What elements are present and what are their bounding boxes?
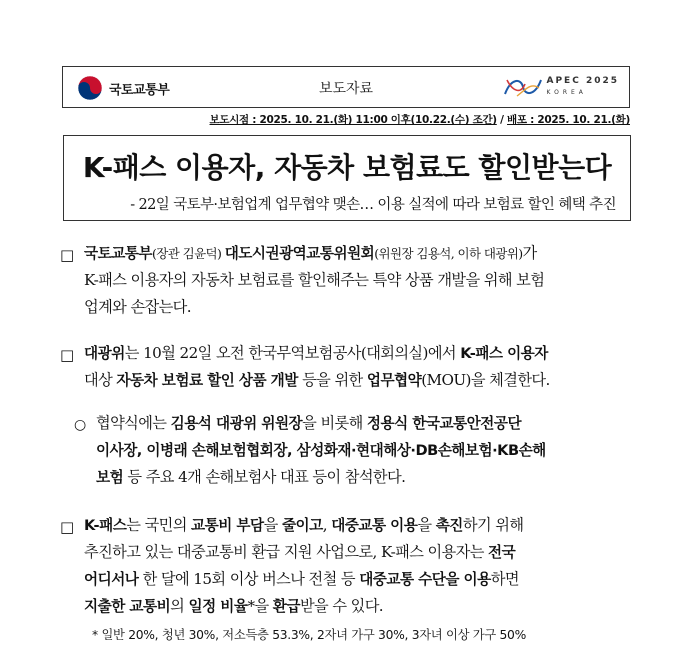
p4-line-1	[84, 512, 523, 539]
p1-committee: 대도시권광역교통위원회	[224, 245, 375, 262]
p2-product: 자동차 보험료 할인 상품 개발	[116, 372, 298, 389]
p2-text-2: 대상	[84, 371, 117, 389]
p3-text-2: 을 비롯해	[302, 414, 367, 432]
p1-marker: □	[60, 246, 75, 264]
p4-anywhere: 어디서나	[84, 571, 139, 588]
p3-attendees: 이사장, 이병래 손해보험협회장, 삼성화재·현대해상·DB손해보험·KB손해	[96, 442, 546, 459]
p2-line-2	[84, 367, 550, 394]
p4-t4: 을	[417, 516, 436, 534]
p4-t3: ,	[322, 516, 332, 534]
p3-line-1	[96, 410, 546, 437]
p2-text-1: 는 10월 22일 오전 한국무역보험공사(대회의실)에서	[124, 344, 461, 362]
p3-line-2	[96, 437, 546, 464]
title-box	[63, 135, 631, 221]
paragraph-3	[96, 410, 546, 491]
p3-text-3: 등 주요 4개 손해보험사 대표 등이 참석한다.	[123, 468, 406, 486]
p2-text-3: 등을 위한	[297, 371, 367, 389]
p4-t8: 하면	[490, 570, 519, 588]
p4-spent: 지출한 교통비	[84, 598, 171, 615]
paragraph-2	[84, 340, 550, 394]
p4-t11: 받을 수 있다.	[299, 597, 384, 615]
p4-t1: 는 국민의	[126, 516, 192, 534]
p3-kotsa: 정용식 한국교통안전공단	[366, 415, 522, 432]
page-title: K-패스 이용자, 자동차 보험료도 할인받는다	[82, 151, 612, 184]
p4-line-4	[84, 593, 523, 620]
p4-t5: 하기 위해	[462, 516, 524, 534]
apec-logo	[503, 74, 620, 100]
paragraph-4	[84, 512, 523, 620]
p3-marker: ○	[74, 417, 87, 433]
p1-line-3: 업계와 손잡는다.	[84, 298, 191, 316]
p4-nationwide: 전국	[488, 544, 516, 561]
p4-kpass: K-패스	[84, 517, 127, 534]
p2-text-4: (MOU)을 체결한다.	[421, 371, 550, 389]
p4-marker: □	[60, 518, 75, 536]
apec-title: APEC 2025	[546, 76, 619, 86]
p3-line-3	[96, 464, 546, 491]
p4-t10: *을	[247, 597, 273, 615]
ministry-name: 국토교통부	[109, 82, 170, 98]
p4-reduce: 줄이고	[281, 517, 323, 534]
p4-t2: 을	[263, 516, 282, 534]
p2-mou: 업무협약	[366, 372, 422, 389]
release-time: 보도시점 : 2025. 10. 21.(화) 11:00 이후(10.22.(수) 조간)	[209, 114, 497, 126]
p1-chair: (위원장 김용석, 이하 대광위)	[374, 246, 523, 261]
p4-transit-means: 대중교통 수단을 이용	[359, 571, 491, 588]
p1-line-1	[84, 240, 544, 267]
p4-t6: 추진하고 있는 대중교통비 환급 지원 사업으로, K-패스 이용자는	[84, 543, 488, 561]
p1-line-2: K-패스 이용자의 자동차 보험료를 할인해주는 특약 상품 개발을 위해 보험	[84, 271, 545, 289]
apec-swirl-icon	[503, 74, 543, 100]
p2-line-1	[84, 340, 550, 367]
apec-sub: KOREA	[546, 89, 587, 96]
p3-chair: 김용석 대광위 위원장	[170, 415, 303, 432]
p2-agency: 대광위	[84, 345, 125, 362]
release-separator: /	[496, 114, 508, 126]
p1-minister: (장관 김윤덕)	[152, 246, 225, 261]
footnote: * 일반 20%, 청년 30%, 저소득층 53.3%, 2자녀 가구 30%, 3자녀 이상 가구 50%	[92, 628, 526, 642]
p4-refund: 환급	[272, 598, 300, 615]
p1-particle: 가	[522, 244, 537, 262]
p4-promote: 촉진	[435, 517, 463, 534]
p4-transit-use: 대중교통 이용	[331, 517, 418, 534]
p3-text-1: 협약식에는	[96, 414, 171, 432]
p4-t7: 한 달에 15회 이상 버스나 전철 등	[138, 570, 360, 588]
p1-ministry: 국토교통부	[84, 245, 152, 262]
p4-line-2	[84, 539, 523, 566]
paragraph-1	[84, 240, 544, 321]
p2-kpass-users: K-패스 이용자	[460, 345, 548, 362]
p4-line-3	[84, 566, 523, 593]
p4-t9: 의	[170, 597, 189, 615]
header-box	[62, 66, 630, 108]
p3-insurance: 보험	[96, 469, 124, 486]
p4-burden: 교통비 부담	[191, 517, 264, 534]
release-line	[210, 112, 630, 127]
page-subtitle: - 22일 국토부·보험업계 업무협약 맺손… 이용 실적에 따라 보험료 할인 혜택 추진	[130, 197, 616, 213]
p2-marker: □	[60, 346, 75, 364]
p4-ratio: 일정 비율	[188, 598, 248, 615]
distribution-date: 배포 : 2025. 10. 21.(화)	[507, 114, 630, 126]
doc-type: 보도자료	[318, 81, 374, 97]
